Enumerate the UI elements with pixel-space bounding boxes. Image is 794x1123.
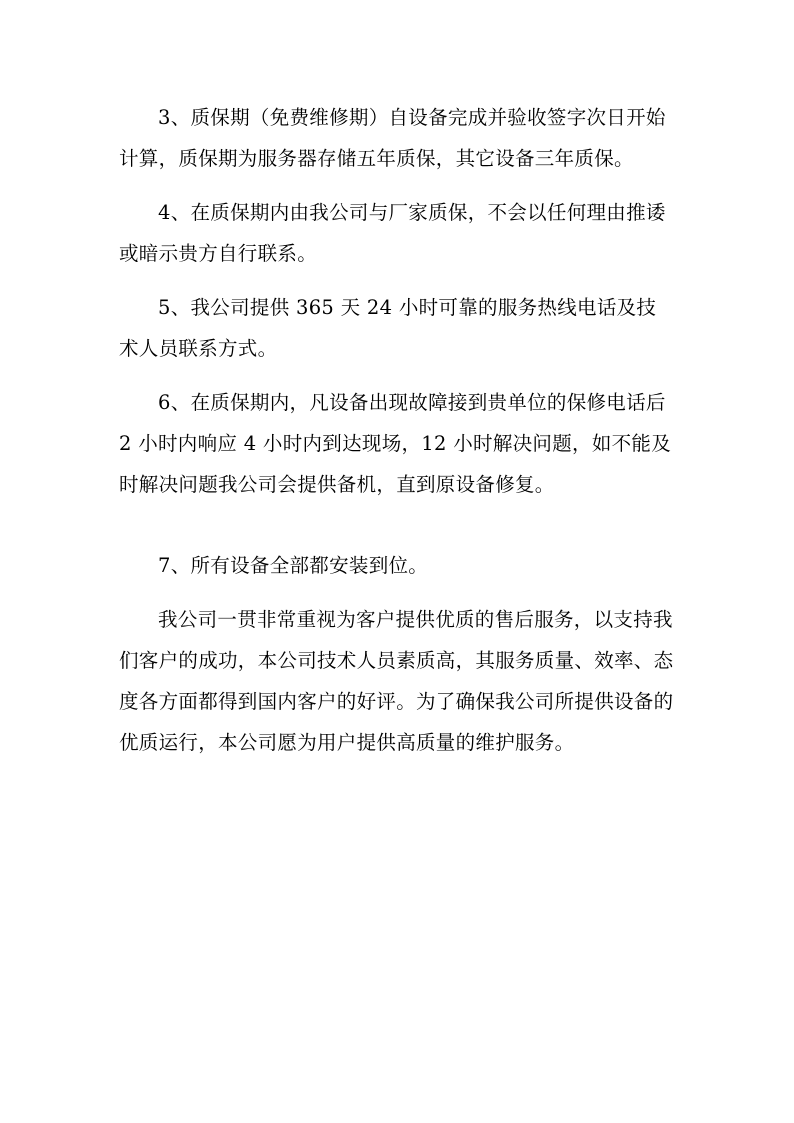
paragraph-warranty-responsibility: 4、在质保期内由我公司与厂家质保，不会以任何理由推诿或暗示贵方自行联系。 bbox=[119, 201, 666, 265]
paragraph-response-time: 6、在质保期内，凡设备出现故障接到贵单位的保修电话后 2 小时内响应 4 小时内到达现场，12 小时解决问题，如不能及时解决问题我公司会提供备机，直到原设备修复。 bbox=[119, 391, 672, 496]
paragraph-service-hotline: 5、我公司提供 365 天 24 小时可靠的服务热线电话及技术人员联系方式。 bbox=[119, 296, 657, 360]
paragraph-installation: 7、所有设备全部都安装到位。 bbox=[158, 554, 429, 577]
document-body bbox=[119, 97, 675, 763]
paragraph-service-commitment: 我公司一贯非常重视为客户提供优质的售后服务，以支持我们客户的成功，本公司技术人员素质高，其服务质量、效率、态度各方面都得到国内客户的好评。为了确保我公司所提供设备的优质运行，本公司愿为用户提供高质量的维护服务。 bbox=[119, 608, 674, 754]
paragraph-warranty-period: 3、质保期（免费维修期）自设备完成并验收签字次日开始计算，质保期为服务器存储五年质保，其它设备三年质保。 bbox=[119, 106, 666, 170]
